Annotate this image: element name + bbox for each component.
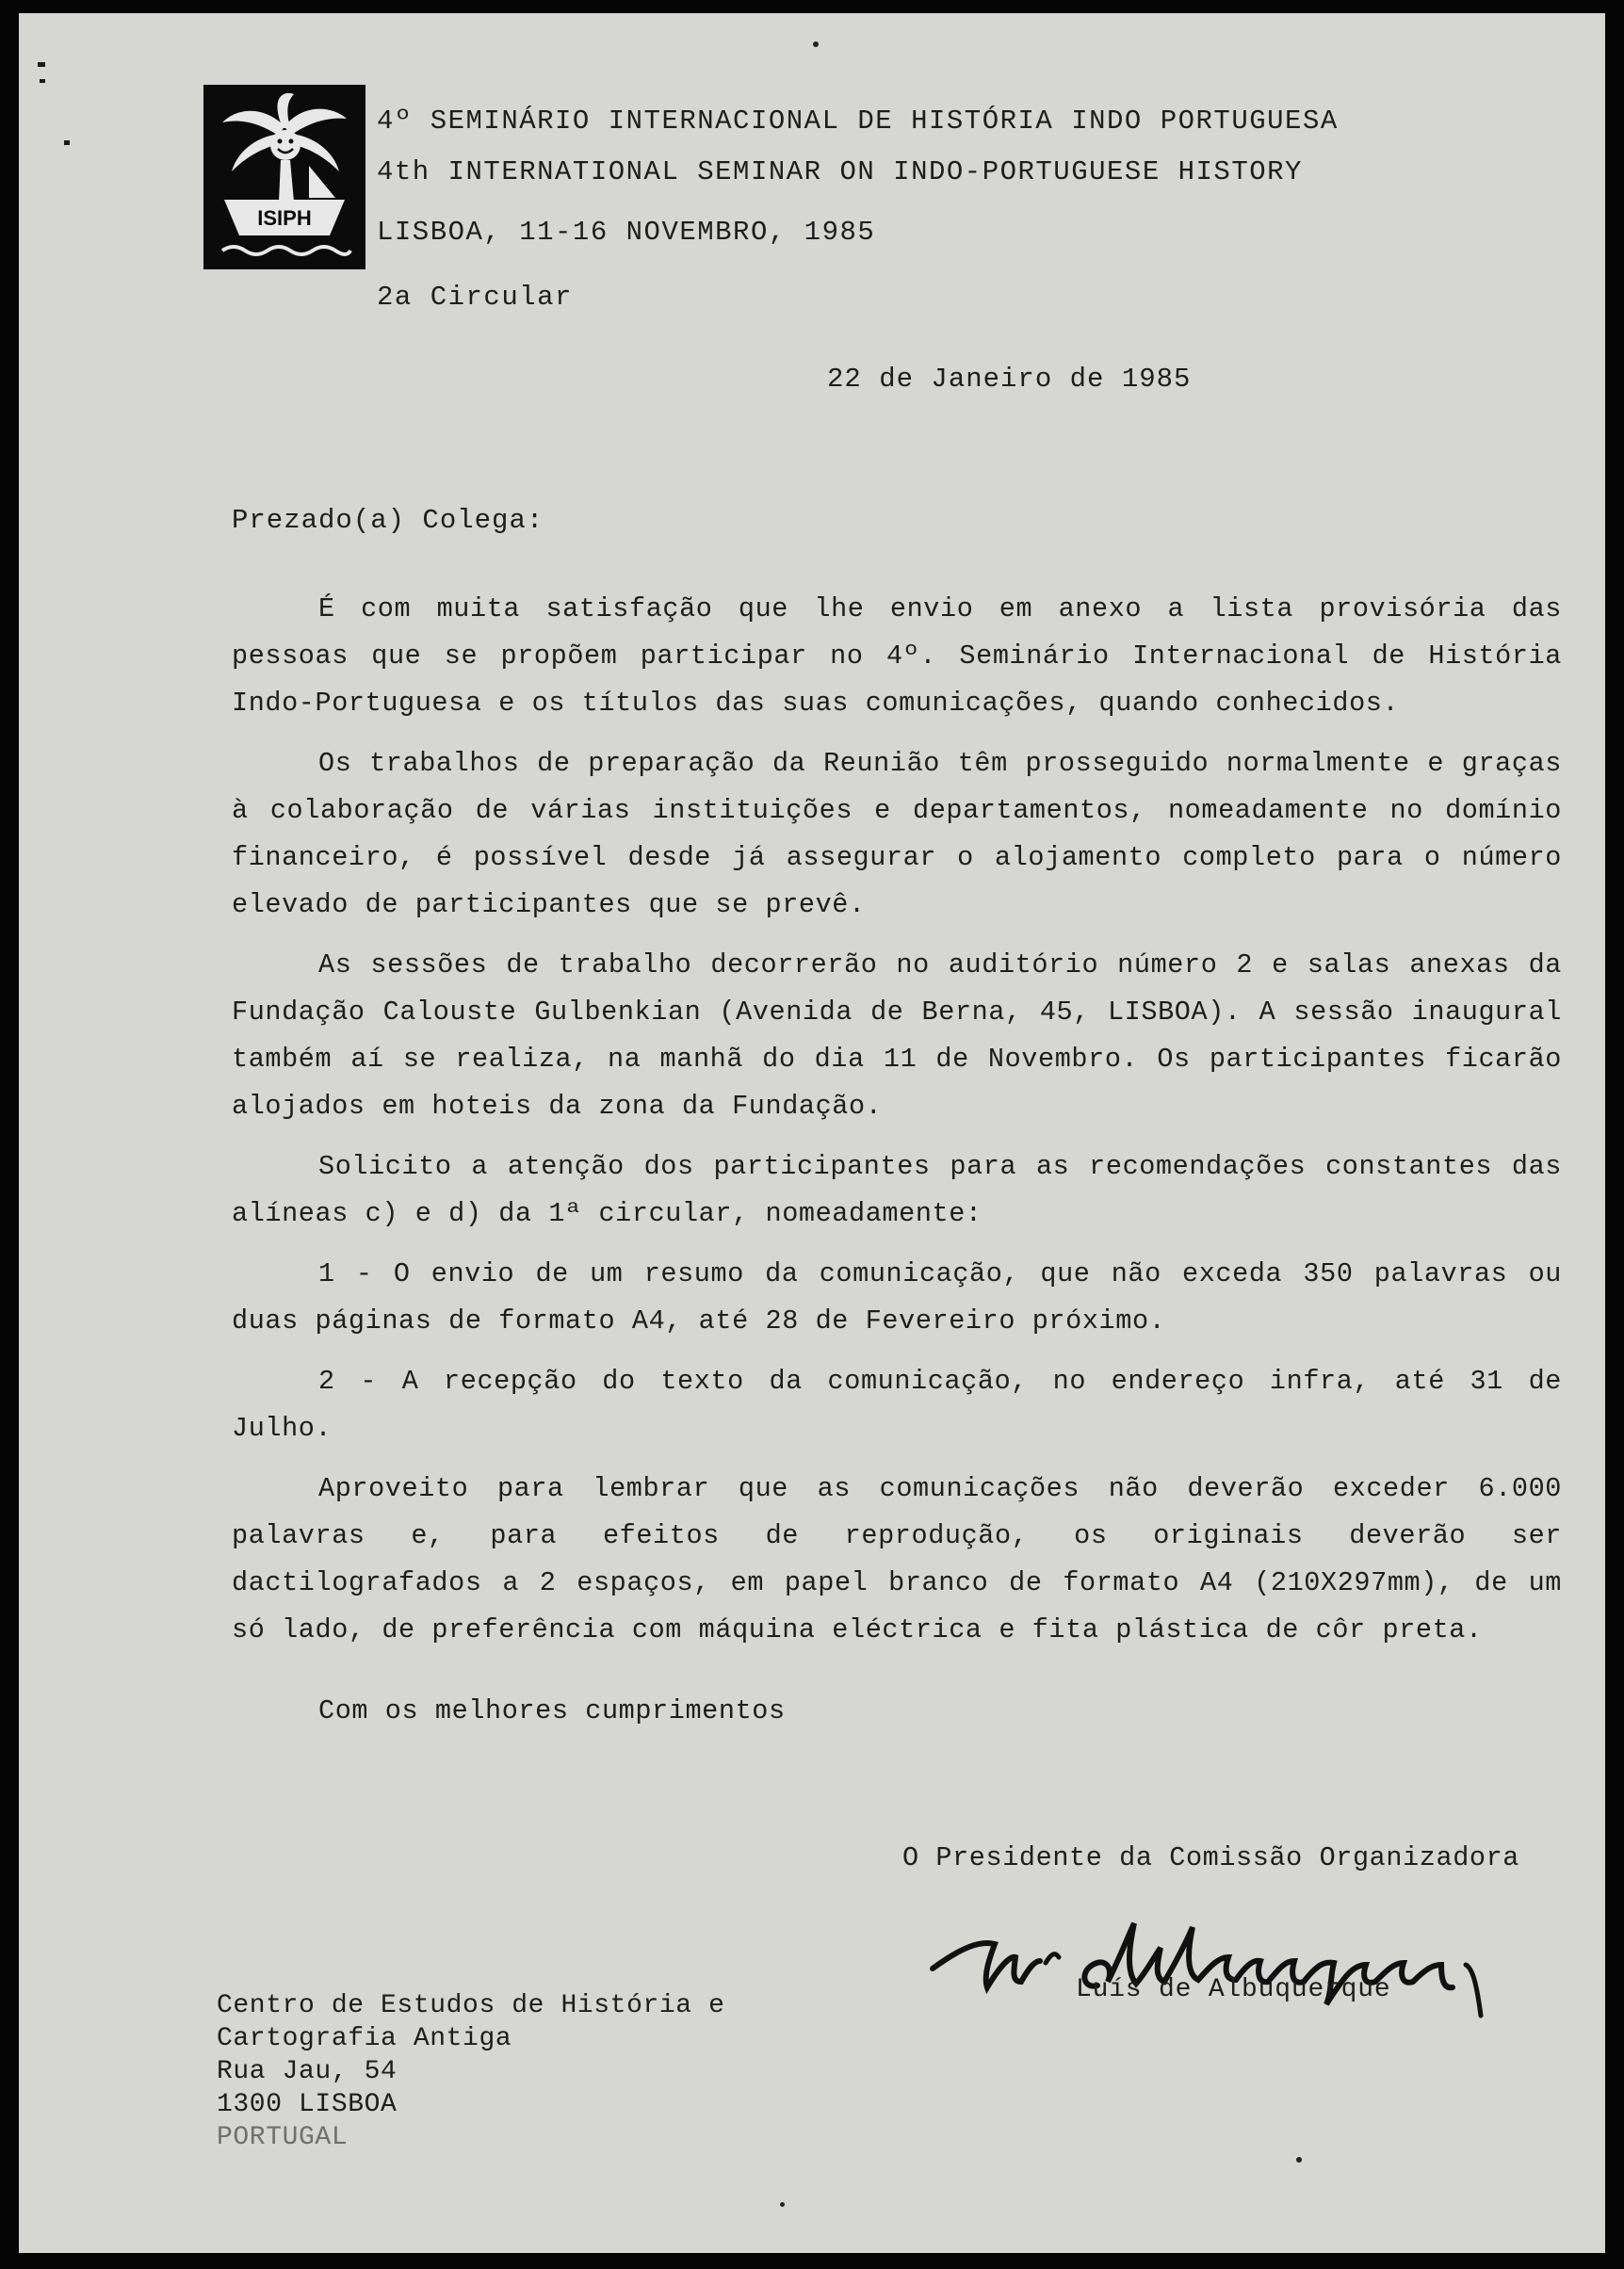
address-line: Centro de Estudos de História e bbox=[217, 1991, 725, 2020]
paragraph: É com muita satisfação que lhe envio em anexo a lista provisória das pessoas que se propõem participar no 4º. Seminário Internacional de História Indo-Portuguesa e os títulos das suas comunicações, quando conhecidos. bbox=[232, 593, 1562, 719]
palm-tree-ship-logo-icon bbox=[203, 85, 365, 269]
edge-mark bbox=[38, 62, 45, 67]
paragraph: 2 - A recepção do texto da comunicação, no endereço infra, até 31 de Julho. bbox=[232, 1366, 1562, 1444]
paper-speck bbox=[813, 41, 819, 47]
paragraph: 1 - O envio de um resumo da comunicação, que não exceda 350 palavras ou duas páginas de formato A4, até 28 de Fevereiro próximo. bbox=[232, 1258, 1562, 1337]
header-place-date: LISBOA, 11-16 NOVEMBRO, 1985 bbox=[377, 217, 876, 248]
edge-mark bbox=[64, 140, 70, 145]
letter-date: 22 de Janeiro de 1985 bbox=[827, 364, 1192, 395]
letter-page bbox=[19, 13, 1605, 2253]
salutation: Prezado(a) Colega: bbox=[232, 505, 544, 536]
paragraph: Solicito a atenção dos participantes para as recomendações constantes das alíneas c) e d) da 1ª circular, nomeadamente: bbox=[232, 1151, 1562, 1229]
return-address bbox=[217, 1989, 725, 2154]
header-title-english: 4th INTERNATIONAL SEMINAR ON INDO-PORTUGUESE HISTORY bbox=[377, 156, 1303, 187]
letter-body bbox=[232, 586, 1562, 1667]
address-line: Cartografia Antiga bbox=[217, 2024, 512, 2053]
closing: Com os melhores cumprimentos bbox=[318, 1695, 786, 1726]
paragraph: Os trabalhos de preparação da Reunião têm prosseguido normalmente e graças à colaboração de várias instituições e departamentos, nomeadamente no domínio financeiro, é possível desde já assegurar o alojamento completo para o número elevado de participantes que se prevê. bbox=[232, 748, 1562, 920]
signatory-name: Luís de Albuquerque bbox=[1076, 1975, 1391, 2004]
handwritten-signature bbox=[904, 1903, 1564, 2025]
edge-mark bbox=[40, 79, 45, 83]
paper-speck bbox=[780, 2202, 785, 2207]
address-line: PORTUGAL bbox=[217, 2123, 349, 2152]
logo-text: ISIPH bbox=[257, 206, 312, 230]
header-title-portuguese: 4º SEMINÁRIO INTERNACIONAL DE HISTÓRIA INDO PORTUGUESA bbox=[377, 105, 1339, 137]
paragraph: As sessões de trabalho decorrerão no auditório número 2 e salas anexas da Fundação Calouste Gulbenkian (Avenida de Berna, 45, LISBOA). A sessão inaugural também aí se realiza, na manhã do dia 11 de Novembro. Os participantes ficarão alojados em hoteis da zona da Fundação. bbox=[232, 949, 1562, 1122]
address-line: 1300 LISBOA bbox=[217, 2090, 398, 2119]
isiph-logo bbox=[203, 85, 365, 269]
signatory-title: O Presidente da Comissão Organizadora bbox=[902, 1842, 1520, 1873]
circular-number: 2a Circular bbox=[377, 282, 573, 313]
paper-speck bbox=[1296, 2157, 1302, 2163]
address-line: Rua Jau, 54 bbox=[217, 2057, 398, 2086]
paragraph: Aproveito para lembrar que as comunicações não deverão exceder 6.000 palavras e, para efeitos de reprodução, os originais deverão ser dactilografados a 2 espaços, em papel branco de formato A4 (210X297mm), de um só lado, de preferência com máquina eléctrica e fita plástica de côr preta. bbox=[232, 1473, 1562, 1645]
